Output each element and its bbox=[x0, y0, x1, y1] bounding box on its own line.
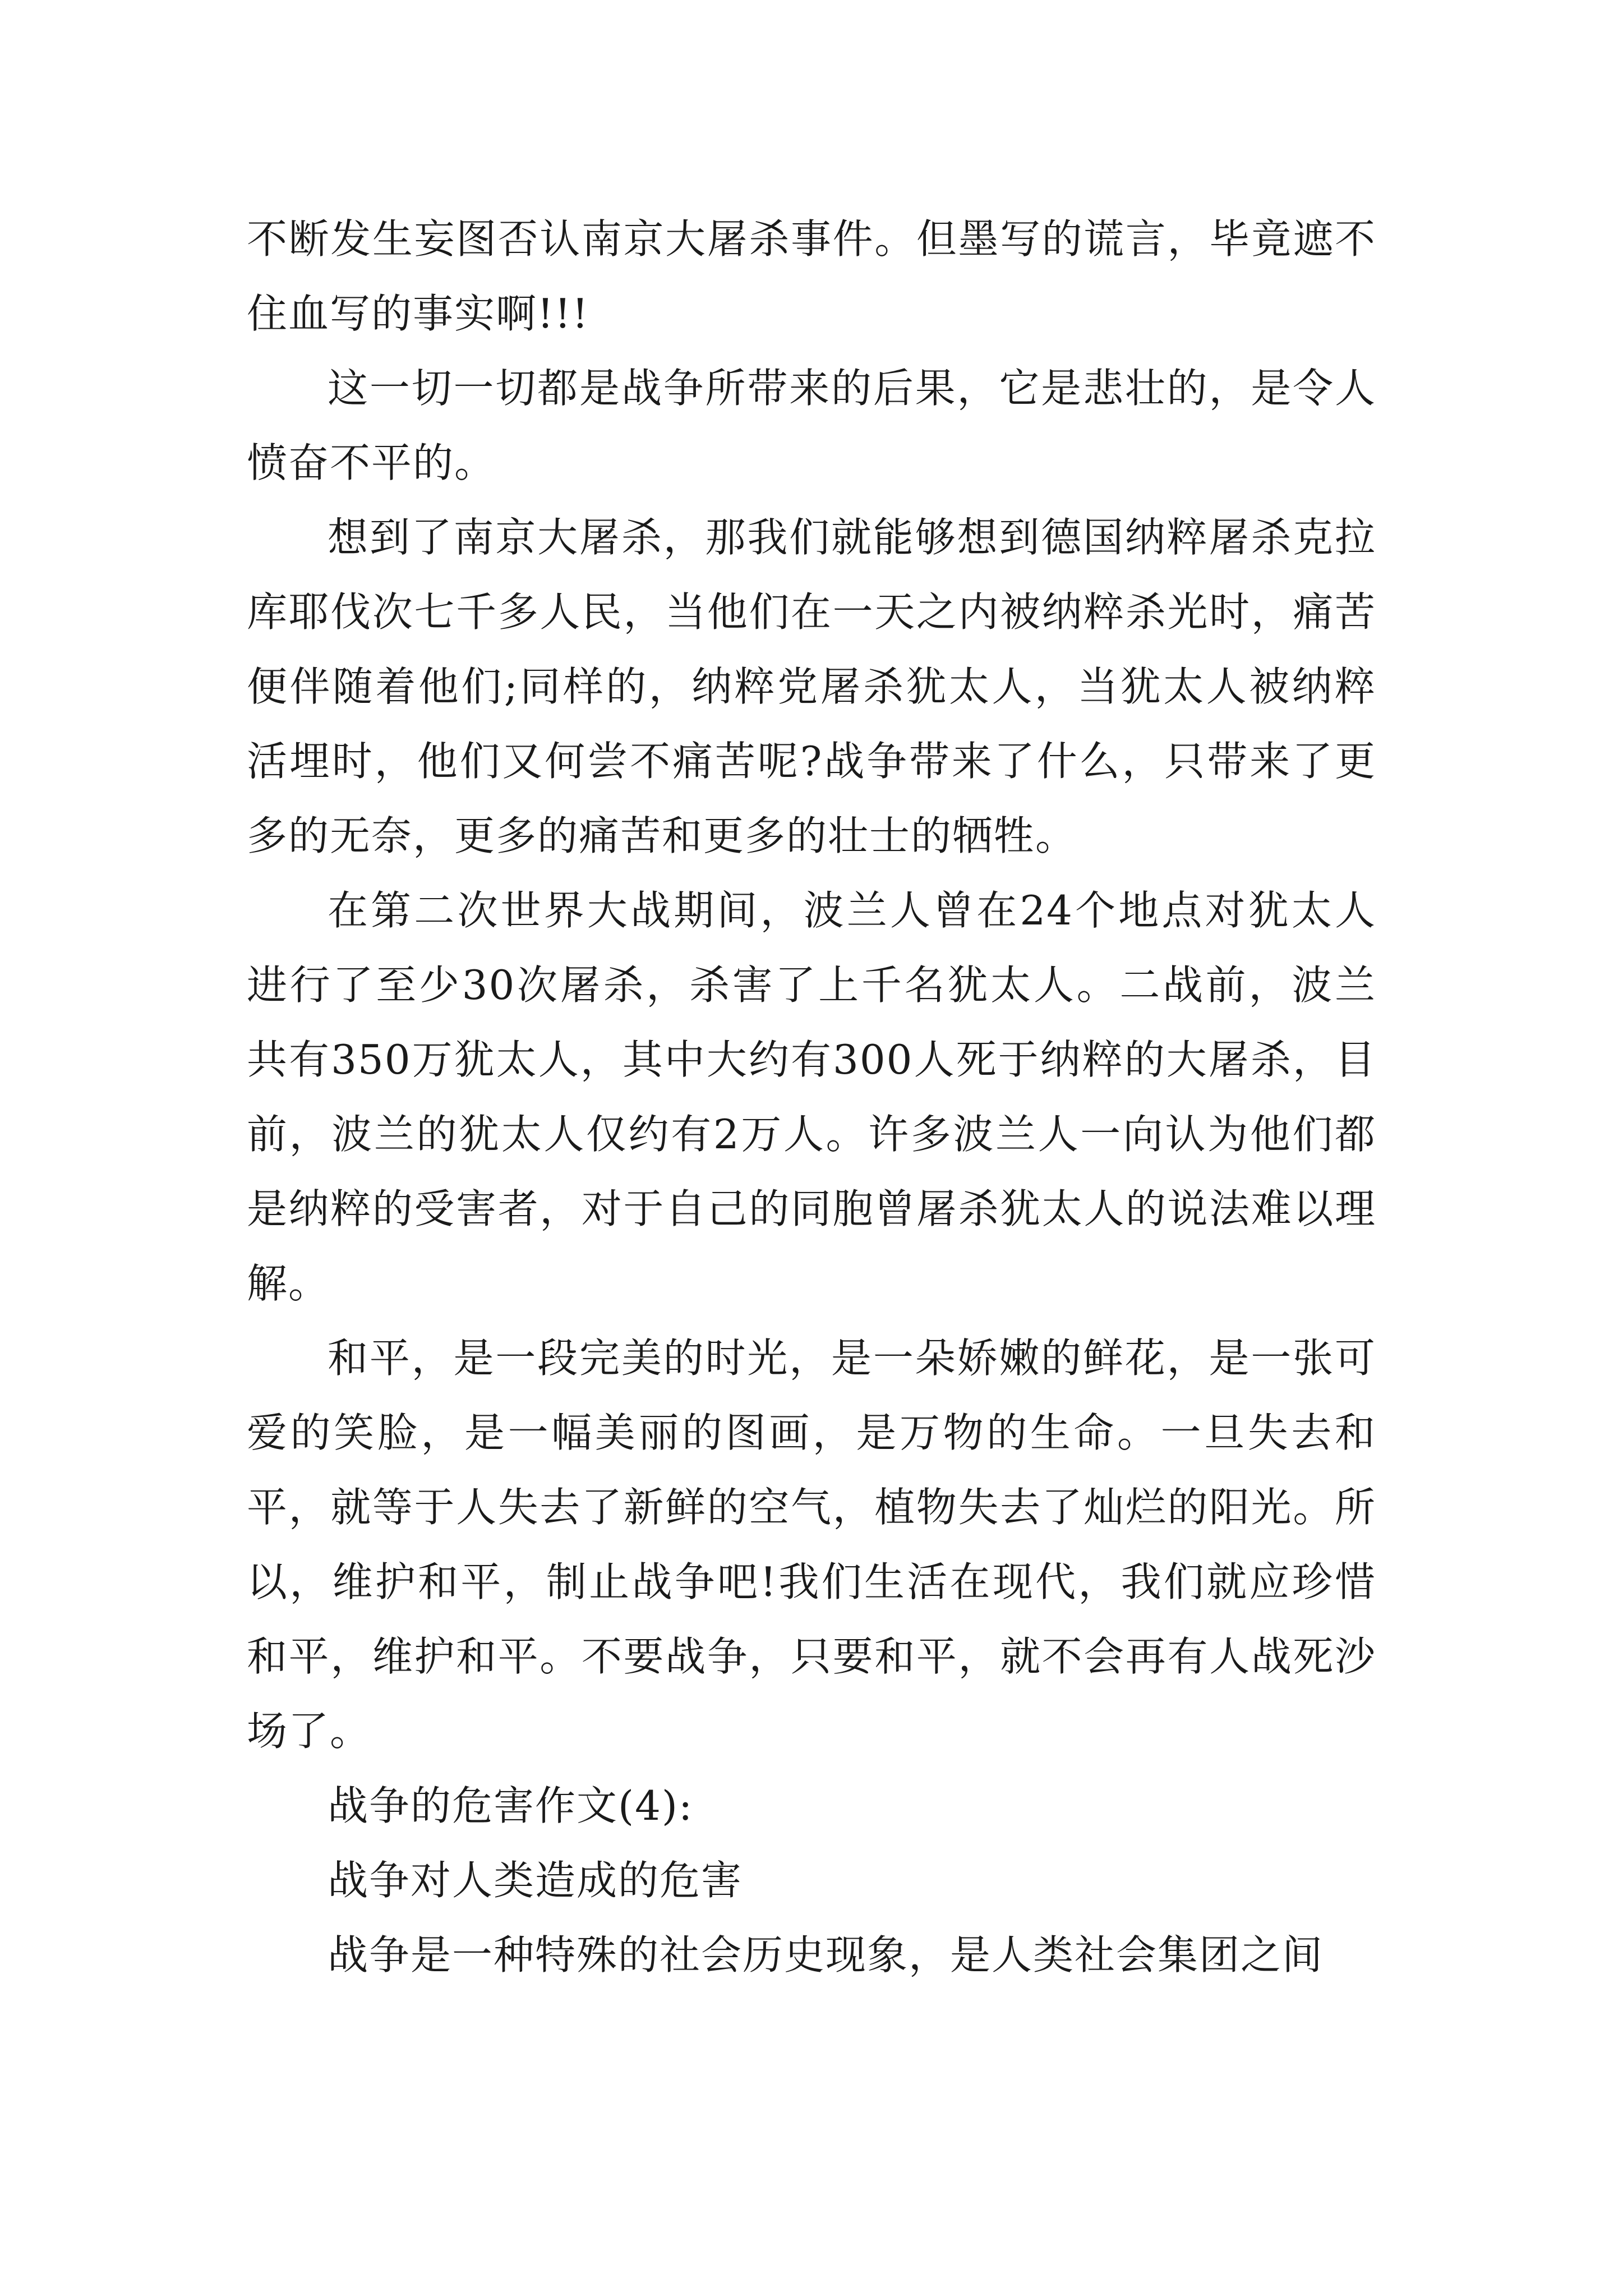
paragraph-war-definition: 战争是一种特殊的社会历史现象，是人类社会集团之间 bbox=[328, 1931, 1324, 1978]
paragraph-nazi-massacre: 想到了南京大屠杀，那我们就能够想到德国纳粹屠杀克拉库耶伐次七千多人民，当他们在一天之内被纳粹杀光时，痛苦便伴随着他们;同样的，纳粹党屠杀犹太人，当犹太人被纳粹活埋时，他们又何尝不痛苦呢?战争带来了什么，只带来了更多的无奈，更多的痛苦和更多的壮士的牺牲。 bbox=[247, 514, 1376, 859]
essay-title: 战争对人类造成的危害 bbox=[328, 1857, 743, 1904]
article-body bbox=[247, 202, 1376, 1993]
paragraph-peace: 和平，是一段完美的时光，是一朵娇嫩的鲜花，是一张可爱的笑脸，是一幅美丽的图画，是万物的生命。一旦失去和平，就等于人失去了新鲜的空气，植物失去了灿烂的阳光。所以，维护和平，制止战争吧!我们生活在现代，我们就应珍惜和平，维护和平。不要战争，只要和平，就不会再有人战死沙场了。 bbox=[247, 1335, 1376, 1755]
paragraph-consequence: 这一切一切都是战争所带来的后果，它是悲壮的，是令人愤奋不平的。 bbox=[247, 365, 1376, 486]
essay-heading: 战争的危害作文(4): bbox=[328, 1782, 694, 1829]
paragraph-continuation: 不断发生妄图否认南京大屠杀事件。但墨写的谎言，毕竟遮不住血写的事实啊!!! bbox=[247, 215, 1376, 337]
paragraph-poland: 在第二次世界大战期间，波兰人曾在24个地点对犹太人进行了至少30次屠杀，杀害了上千名犹太人。二战前，波兰共有350万犹太人，其中大约有300人死于纳粹的大屠杀，目前，波兰的犹太人仅约有2万人。许多波兰人一向认为他们都是纳粹的受害者，对于自己的同胞曾屠杀犹太人的说法难以理解。 bbox=[247, 887, 1376, 1307]
